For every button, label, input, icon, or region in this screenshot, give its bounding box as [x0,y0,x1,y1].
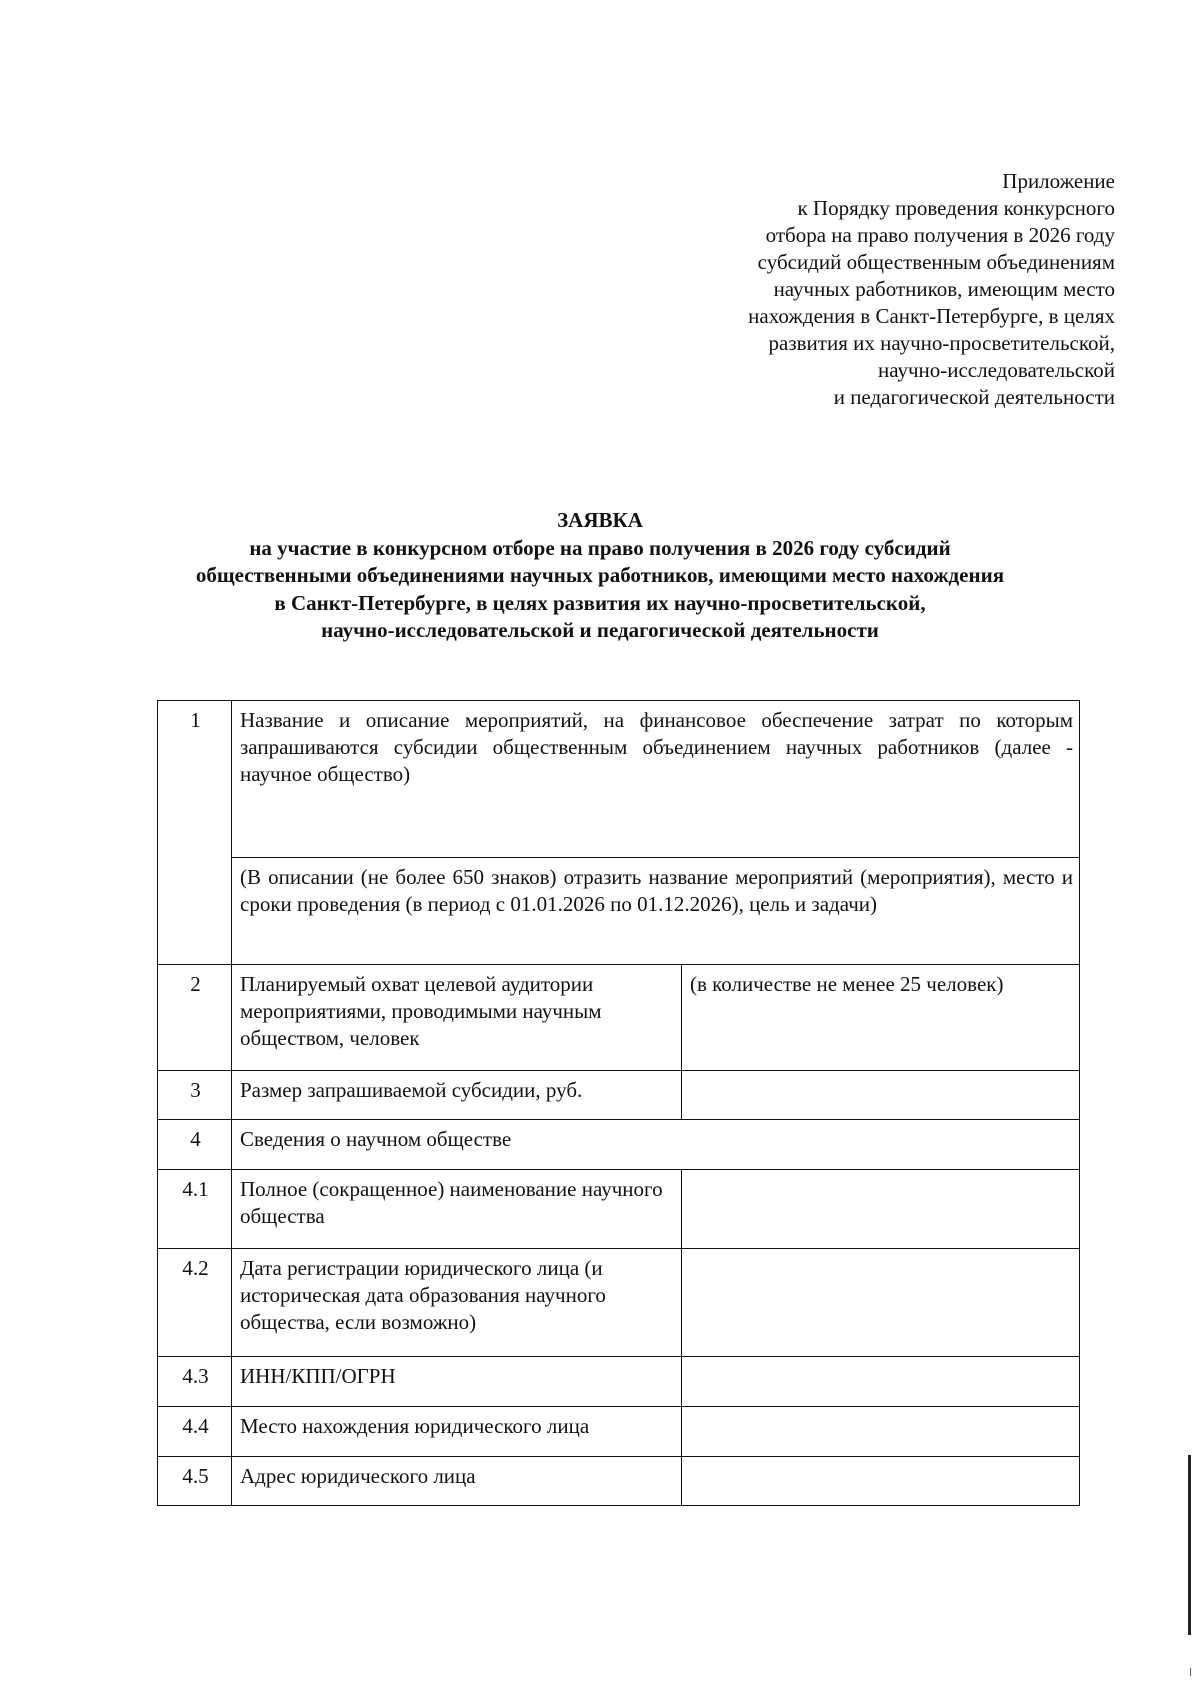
table-row [158,1170,1080,1249]
subsidy-amount-label: Размер запрашиваемой субсидии, руб. [232,1071,682,1120]
row-number: 4.3 [158,1357,232,1407]
heading-line: на участие в конкурсном отборе на право получения в 2026 году субсидий [249,535,951,560]
application-form-table [157,700,1080,1506]
row-number: 4.4 [158,1407,232,1457]
annex-line: отбора на право получения в 2026 году [765,223,1115,247]
annex-line: нахождения в Санкт-Петербурге, в целях [748,304,1115,328]
annex-line: и педагогической деятельности [833,385,1115,409]
annex-header [555,168,1115,411]
legal-location-label: Место нахождения юридического лица [232,1407,682,1457]
legal-location-field[interactable] [682,1407,1080,1457]
legal-address-field[interactable] [682,1457,1080,1506]
heading-line: в Санкт-Петербурге, в целях развития их научно-просветительской, [274,590,926,615]
scan-edge-mark [1190,1668,1191,1676]
legal-address-label: Адрес юридического лица [232,1457,682,1506]
society-info-section-label: Сведения о научном обществе [232,1120,1080,1170]
document-heading [0,507,1200,645]
table-row [158,1357,1080,1407]
table-row [158,1457,1080,1506]
heading-line: общественными объединениями научных работников, имеющими место нахождения [195,563,1005,587]
annex-line: Приложение [1002,169,1115,193]
table-row [158,1407,1080,1457]
inn-kpp-ogrn-field[interactable] [682,1357,1080,1407]
society-name-field[interactable] [682,1170,1080,1249]
table-row [158,1071,1080,1120]
annex-line: субсидий общественным объединениям [757,250,1115,274]
table-row [158,1249,1080,1357]
row-number: 3 [158,1071,232,1120]
annex-line: развития их научно-просветительской, [768,331,1115,355]
row-number: 1 [158,701,232,965]
table-row [158,965,1080,1071]
events-description-label: Название и описание мероприятий, на финансовое обеспечение затрат по которым запрашиваются субсидии общественным объединением научных работников (далее - научное общество) [232,701,1080,858]
table-row [158,1120,1080,1170]
document-title: ЗАЯВКА [557,508,643,532]
inn-kpp-ogrn-label: ИНН/КПП/ОГРН [232,1357,682,1407]
audience-coverage-value[interactable]: (в количестве не менее 25 человек) [682,965,1080,1071]
society-name-label: Полное (сокращенное) наименование научного общества [232,1170,682,1249]
scan-edge-mark [1188,1455,1191,1635]
row-number: 4.1 [158,1170,232,1249]
annex-line: научных работников, имеющим место [773,277,1115,301]
subsidy-amount-field[interactable] [682,1071,1080,1120]
audience-coverage-label: Планируемый охват целевой аудитории мероприятиями, проводимыми научным обществом, человек [232,965,682,1071]
events-description-hint[interactable]: (В описании (не более 650 знаков) отразить название мероприятий (мероприятия), место и сроки проведения (в период с 01.01.2026 по 01.12.2026), цель и задачи) [232,858,1080,965]
table-row [158,701,1080,858]
row-number: 4 [158,1120,232,1170]
annex-line: к Порядку проведения конкурсного [797,196,1115,220]
registration-date-label: Дата регистрации юридического лица (и историческая дата образования научного общества, если возможно) [232,1249,682,1357]
heading-line: научно-исследовательской и педагогической деятельности [321,618,879,642]
table-row [158,858,1080,965]
registration-date-field[interactable] [682,1249,1080,1357]
row-number: 4.5 [158,1457,232,1506]
row-number: 4.2 [158,1249,232,1357]
annex-line: научно-исследовательской [877,358,1115,382]
row-number: 2 [158,965,232,1071]
